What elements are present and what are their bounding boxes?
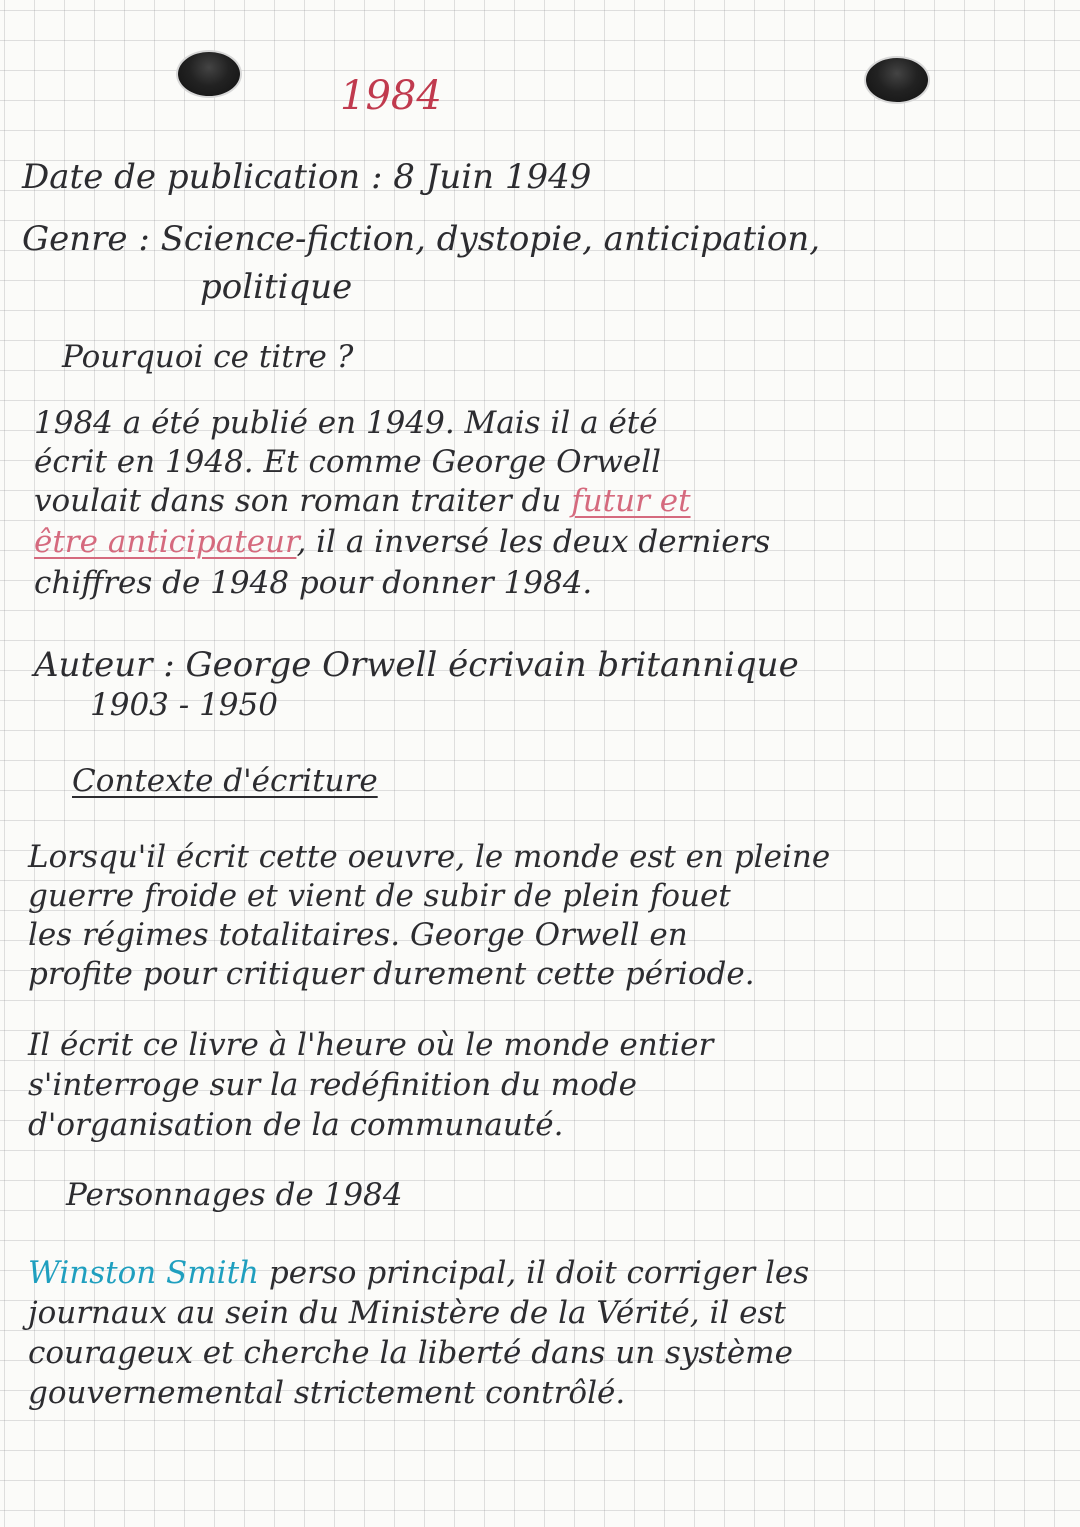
publication-date-line	[22, 157, 592, 197]
section-heading-why-title: Pourquoi ce titre ?	[62, 339, 354, 375]
binder-hole-left	[178, 52, 240, 96]
why-title-highlight: futur et	[571, 483, 691, 519]
character-line-4: gouvernemental strictement contrôlé.	[28, 1375, 626, 1411]
why-title-line-3	[34, 483, 691, 519]
character-line-3: courageux et cherche la liberté dans un système	[28, 1335, 793, 1371]
page-title: 1984	[340, 73, 442, 119]
section-heading-characters: Personnages de 1984	[66, 1177, 403, 1213]
genre-value-continued: politique	[200, 267, 353, 307]
section-heading-context: Contexte d'écriture	[72, 763, 378, 799]
why-title-line-4	[34, 524, 771, 560]
publication-date-value: 8 Juin 1949	[393, 157, 592, 197]
binder-hole-right	[866, 58, 928, 102]
author-label: Auteur :	[34, 645, 175, 685]
why-title-line-4-text: , il a inversé les deux derniers	[296, 524, 771, 560]
genre-line	[22, 219, 821, 259]
context-para2-line-1: Il écrit ce livre à l'heure où le monde entier	[28, 1027, 714, 1063]
why-title-line-5: chiffres de 1948 pour donner 1984.	[34, 565, 593, 601]
genre-label: Genre :	[22, 219, 150, 259]
context-para2-line-2: s'interroge sur la redéfinition du mode	[28, 1067, 637, 1103]
character-line-1-text: perso principal, il doit corriger les	[259, 1255, 810, 1291]
why-title-line-2: écrit en 1948. Et comme George Orwell	[34, 444, 662, 480]
why-title-highlight-continued: être anticipateur	[34, 524, 297, 560]
context-para1-line-1: Lorsqu'il écrit cette oeuvre, le monde est en pleine	[28, 839, 831, 875]
character-line-2: journaux au sein du Ministère de la Vérité, il est	[28, 1295, 786, 1331]
genre-value: Science-fiction, dystopie, anticipation,	[160, 219, 821, 259]
context-para1-line-3: les régimes totalitaires. George Orwell en	[28, 917, 688, 953]
author-line	[34, 645, 799, 685]
character-line-1	[28, 1255, 810, 1291]
publication-date-label: Date de publication :	[22, 157, 383, 197]
context-para1-line-2: guerre froide et vient de subir de plein fouet	[28, 878, 731, 914]
context-para2-line-3: d'organisation de la communauté.	[28, 1107, 564, 1143]
context-para1-line-4: profite pour critiquer durement cette période.	[28, 956, 755, 992]
author-years: 1903 - 1950	[90, 687, 278, 723]
character-name: Winston Smith	[28, 1255, 260, 1291]
why-title-line-1: 1984 a été publié en 1949. Mais il a été	[34, 405, 658, 441]
why-title-line-3-text: voulait dans son roman traiter du	[34, 483, 562, 519]
author-value: George Orwell écrivain britannique	[185, 645, 799, 685]
